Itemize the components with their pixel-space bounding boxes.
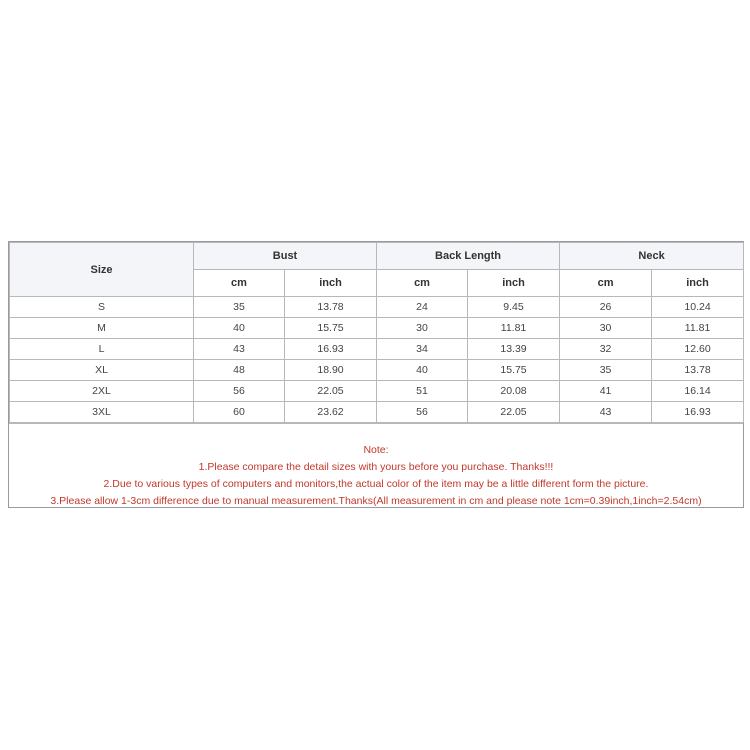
table-cell: 13.78 [285,297,377,318]
table-cell: 24 [377,297,468,318]
table-cell: 51 [377,381,468,402]
bust-header: Bust [194,243,377,270]
unit-header: inch [285,270,377,297]
table-cell: 12.60 [652,339,744,360]
unit-header: inch [652,270,744,297]
size-table [9,242,744,423]
neck-header: Neck [560,243,744,270]
table-cell: 56 [377,402,468,423]
table-cell: 10.24 [652,297,744,318]
table-cell: 18.90 [285,360,377,381]
table-cell: 16.14 [652,381,744,402]
size-column-header: Size [10,243,194,297]
size-cell: 2XL [10,381,194,402]
table-cell: 30 [377,318,468,339]
table-cell: 34 [377,339,468,360]
size-cell: S [10,297,194,318]
table-cell: 48 [194,360,285,381]
table-cell: 13.78 [652,360,744,381]
table-row [10,297,744,318]
notes-section [9,423,743,507]
table-cell: 20.08 [468,381,560,402]
back-length-header: Back Length [377,243,560,270]
size-cell: 3XL [10,402,194,423]
table-cell: 9.45 [468,297,560,318]
table-cell: 35 [194,297,285,318]
unit-header: cm [194,270,285,297]
table-cell: 16.93 [652,402,744,423]
note-line: 3.Please allow 1-3cm difference due to manual measurement.Thanks(All measurement in cm and please note 1cm=0.39inch,1inch=2.54cm) [50,495,702,507]
table-cell: 30 [560,318,652,339]
size-cell: L [10,339,194,360]
notes-title: Note: [363,444,389,456]
table-cell: 23.62 [285,402,377,423]
table-cell: 16.93 [285,339,377,360]
note-line: 1.Please compare the detail sizes with yours before you purchase. Thanks!!! [198,461,554,473]
unit-header: cm [377,270,468,297]
table-cell: 22.05 [468,402,560,423]
unit-header: inch [468,270,560,297]
table-cell: 43 [194,339,285,360]
table-cell: 11.81 [468,318,560,339]
table-cell: 26 [560,297,652,318]
table-cell: 11.81 [652,318,744,339]
table-cell: 15.75 [468,360,560,381]
table-cell: 13.39 [468,339,560,360]
table-cell: 41 [560,381,652,402]
table-cell: 56 [194,381,285,402]
table-cell: 43 [560,402,652,423]
table-cell: 60 [194,402,285,423]
unit-header: cm [560,270,652,297]
size-cell: XL [10,360,194,381]
table-cell: 40 [194,318,285,339]
table-row [10,318,744,339]
table-cell: 40 [377,360,468,381]
table-row [10,339,744,360]
size-cell: M [10,318,194,339]
note-line: 2.Due to various types of computers and monitors,the actual color of the item may be a little different form the picture. [103,478,649,490]
table-row [10,381,744,402]
table-cell: 22.05 [285,381,377,402]
size-chart [8,241,744,508]
table-row [10,402,744,423]
table-row [10,360,744,381]
table-cell: 15.75 [285,318,377,339]
table-cell: 32 [560,339,652,360]
group-header-row [10,243,744,270]
table-cell: 35 [560,360,652,381]
